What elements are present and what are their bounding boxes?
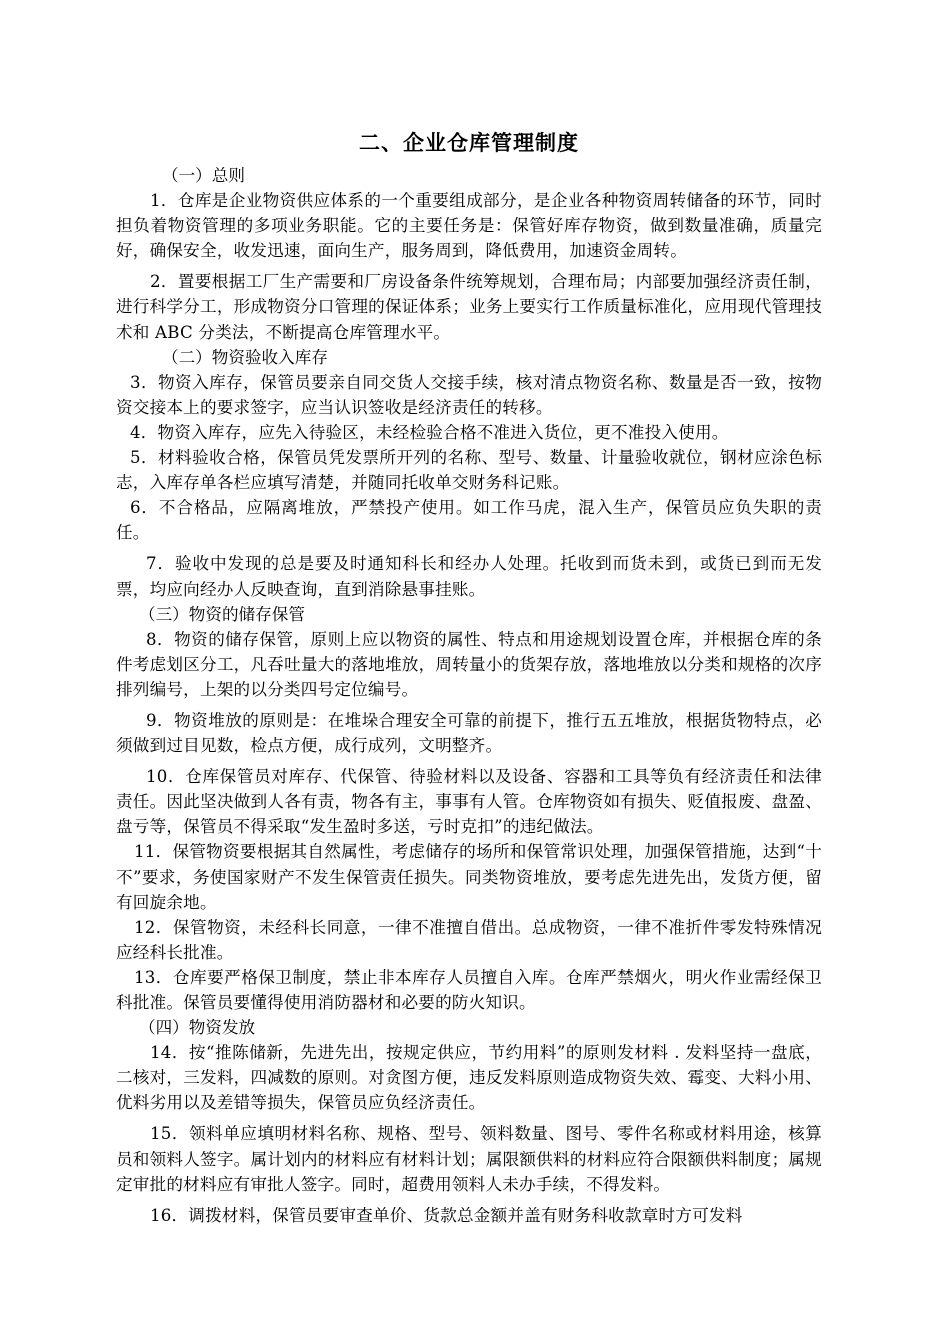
paragraph: 12．保管物资，未经科长同意，一律不准擅自借出。总成物资，一律不准折件零发特殊情况应经科长批准。	[116, 917, 822, 962]
paragraph: 14．按“推陈储新，先进先出，按规定供应，节约用料”的原则发材料 . 发料坚持一盘底，二核对，三发料，四减数的原则。对贪图方便，违反发料原则造成物资失效、霉变、大料小用、优料劣用以及差错等损失，保管员应负经济责任。	[116, 1043, 822, 1113]
paragraph: 1．仓库是企业物资供应体系的一个重要组成部分，是企业各种物资周转储备的环节，同时担负着物资管理的多项业务职能。它的主要任务是：保管好库存物资，做到数量准确，质量完好，确保安全，收发迅速，面向生产，服务周到，降低费用，加速资金周转。	[116, 191, 822, 261]
section-heading: （四）物资发放	[139, 1018, 256, 1038]
paragraph: 5．材料验收合格，保管员凭发票所开列的名称、型号、数量、计量验收就位，钢材应涂色标志，入库存单各栏应填写清楚，并随同托收单交财务科记账。	[116, 448, 822, 493]
paragraph: 16．调拨材料，保管员要审查单价、货款总金额并盖有财务科收款章时方可发料	[150, 1205, 743, 1225]
paragraph: 11．保管物资要根据其自然属性，考虑储存的场所和保管常识处理，加强保管措施，达到“十不”要求，务使国家财产不发生保管责任损失。同类物资堆放，要考虑先进先出，发货方便，留有回旋余地。	[116, 842, 822, 912]
document-title: 二、企业仓库管理制度	[359, 131, 579, 155]
paragraph: 8．物资的储存保管，原则上应以物资的属性、特点和用途规划设置仓库，并根据仓库的条件考虑划区分工，凡吞吐量大的落地堆放，周转量小的货架存放，落地堆放以分类和规格的次序排列编号，上架的以分类四号定位编号。	[116, 629, 822, 699]
paragraph: 3．物资入库存，保管员要亲自同交货人交接手续，核对清点物资名称、数量是否一致，按物资交接本上的要求签字，应当认识签收是经济责任的转移。	[116, 372, 822, 417]
paragraph: 15．领料单应填明材料名称、规格、型号、领料数量、图号、零件名称或材料用途，核算员和领料人签字。属计划内的材料应有材料计划；属限额供料的材料应符合限额供料制度；属规定审批的材料应有审批人签字。同时，超费用领料人未办手续，不得发料。	[116, 1124, 822, 1194]
section-heading: （一）总则	[162, 166, 245, 185]
paragraph: 9．物资堆放的原则是：在堆垛合理安全可靠的前提下，推行五五堆放，根据货物特点，必须做到过目见数，检点方便，成行成列，文明整齐。	[116, 710, 822, 756]
paragraph: 10．仓库保管员对库存、代保管、待验材料以及设备、容器和工具等负有经济责任和法律责任。因此坚决做到人各有责，物各有主，事事有人管。仓库物资如有损失、贬值报废、盘盈、盘亏等，保管员不得采取“发生盈时多送，亏时克扣”的违纪做法。	[116, 767, 822, 837]
section-heading: （三）物资的储存保管	[139, 604, 305, 624]
paragraph: 7．验收中发现的总是要及时通知科长和经办人处理。托收到而货未到，或货已到而无发票，均应向经办人反映查询，直到消除悬事挂账。	[116, 554, 822, 599]
paragraph: 2．置要根据工厂生产需要和厂房设备条件统筹规划，合理布局；内部要加强经济责任制，进行科学分工，形成物资分口管理的保证体系；业务上要实行工作质量标准化，应用现代管理技术和 ABC 分类法，不断提高仓库管理水平。	[116, 272, 822, 342]
section-heading: （二）物资验收入库存	[162, 347, 328, 367]
paragraph: 6．不合格品，应隔离堆放，严禁投产使用。如工作马虎，混入生产，保管员应负失职的责任。	[116, 498, 822, 543]
paragraph: 4．物资入库存，应先入待验区，未经检验合格不准进入货位，更不准投入使用。	[130, 422, 729, 442]
paragraph: 13．仓库要严格保卫制度，禁止非本库存人员擅自入库。仓库严禁烟火，明火作业需经保卫科批准。保管员要懂得使用消防器材和必要的防火知识。	[116, 967, 822, 1012]
document-page	[116, 118, 822, 1228]
